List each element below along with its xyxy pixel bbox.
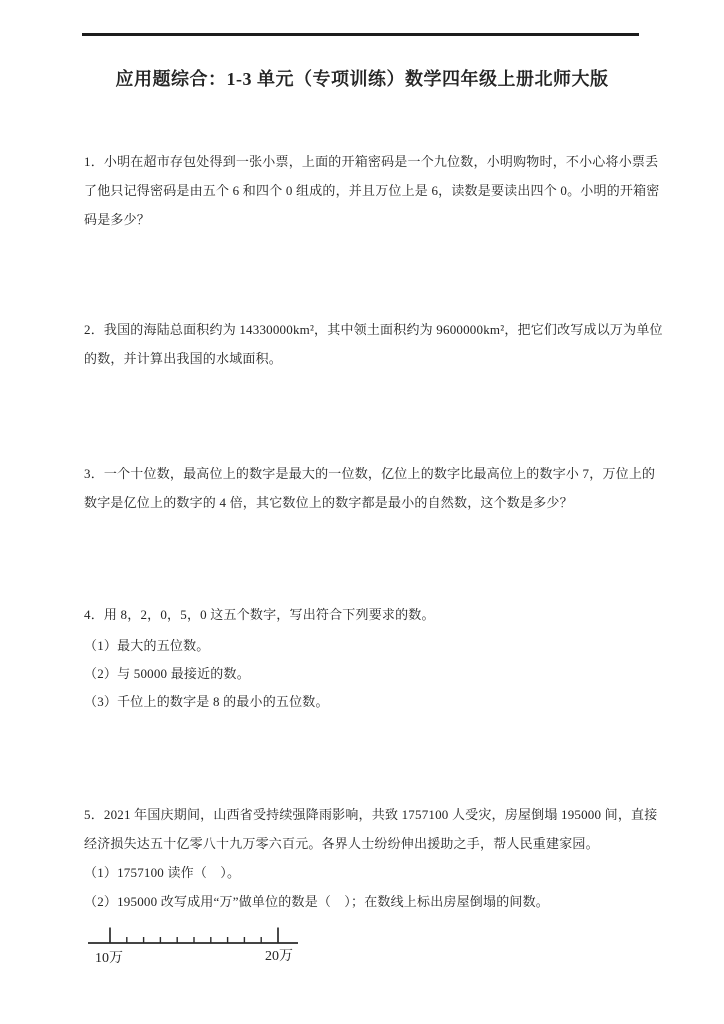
question-2-line-2: 的数，并计算出我国的水域面积。 xyxy=(84,351,283,366)
header-rule xyxy=(82,33,639,36)
question-3-line-1: 3．一个十位数，最高位上的数字是最大的一位数，亿位上的数字比最高位上的数字小 7，万位上的 xyxy=(84,466,656,481)
number-line-left-label: 10万 xyxy=(95,951,123,966)
question-3-line-2: 数字是亿位上的数字的 4 倍，其它数位上的数字都是最小的自然数，这个数是多少？ xyxy=(84,495,573,510)
question-2-line-1: 2．我国的海陆总面积约为 14330000km²，其中领土面积约为 9600000km²，把它们改写成以万为单位 xyxy=(84,322,663,337)
question-5-line-2: 经济损失达五十亿零八十九万零六百元。各界人士纷纷伸出援助之手，帮人民重建家园。 xyxy=(84,836,599,851)
question-5-subitem-2: （2）195000 改写成用“万”做单位的数是（ ）；在数线上标出房屋倒塌的间数。 xyxy=(84,894,549,909)
page-title: 应用题综合：1-3 单元（专项训练）数学四年级上册北师大版 xyxy=(115,69,609,89)
question-3 xyxy=(84,459,684,517)
question-4 xyxy=(84,600,684,716)
question-4-subitem-2: （2）与 50000 最接近的数。 xyxy=(84,666,250,681)
question-5-line-1: 5．2021 年国庆期间，山西省受持续强降雨影响，共致 1757100 人受灾，房屋倒塌 195000 间，直接 xyxy=(84,807,658,822)
question-4-subitem-1: （1）最大的五位数。 xyxy=(84,638,210,653)
question-1 xyxy=(84,147,684,234)
question-5-subitem-1: （1）1757100 读作（ ）。 xyxy=(84,865,241,880)
question-1-line-1: 1．小明在超市存包处得到一张小票，上面的开箱密码是一个九位数，小明购物时，不小心将小票丢 xyxy=(84,154,659,169)
question-5 xyxy=(84,800,684,916)
question-1-line-3: 码是多少？ xyxy=(84,212,151,227)
question-2 xyxy=(84,315,684,373)
question-4-line-1: 4．用 8，2，0，5，0 这五个数字，写出符合下列要求的数。 xyxy=(84,607,435,622)
question-1-line-2: 了他只记得密码是由五个 6 和四个 0 组成的，并且万位上是 6，读数是要读出四个 0。小明的开箱密 xyxy=(84,183,660,198)
question-4-subitem-3: （3）千位上的数字是 8 的最小的五位数。 xyxy=(84,694,329,709)
number-line-right-label: 20万 xyxy=(265,949,293,964)
number-line xyxy=(85,924,315,984)
number-line-graphic xyxy=(85,924,315,948)
